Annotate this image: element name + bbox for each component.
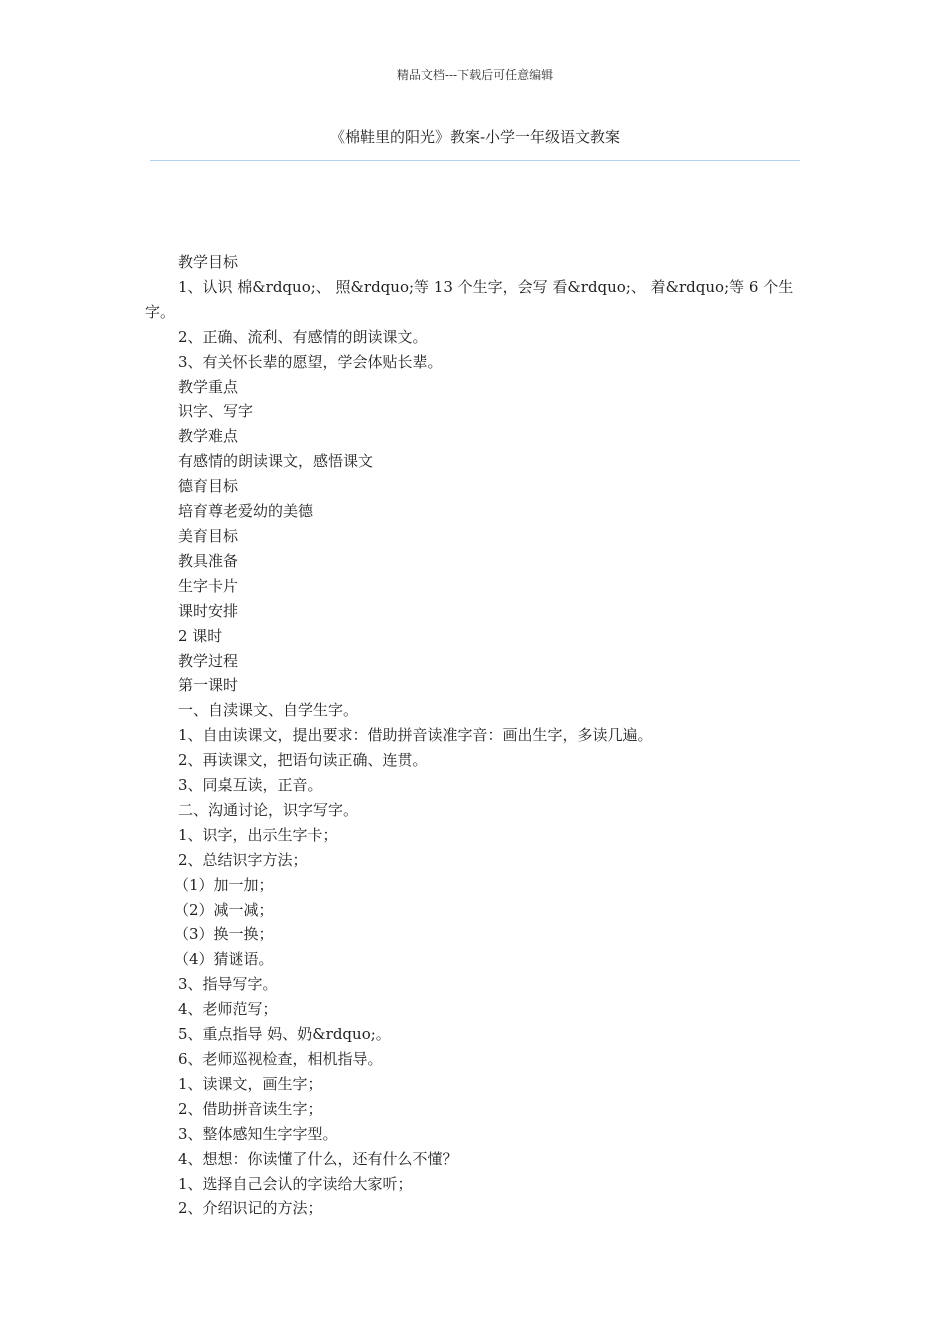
paragraph: 1、读课文，画生字； [178,1074,323,1093]
section-heading: 美育目标 [178,526,239,545]
paragraph: 2、正确、流利、有感情的朗读课文。 [178,327,428,346]
paragraph: 4、想想：你读懂了什么，还有什么不懂？ [178,1149,458,1168]
section-heading: 教学重点 [178,377,239,396]
paragraph: 2、介绍识记的方法； [178,1199,323,1218]
paragraph: 5、重点指导 妈、奶&rdquo;。 [178,1025,391,1044]
paragraph: 6、老师巡视检查，相机指导。 [178,1050,383,1068]
paragraph: （3）换一换； [174,925,274,944]
paragraph: 1、自由读课文，提出要求：借助拼音读准字音：画出生字，多读几遍。 [178,726,653,745]
paragraph: 识字、写字 [178,402,254,421]
section-heading: 德育目标 [178,477,239,496]
paragraph: 1、识字，出示生字卡； [178,825,338,844]
paragraph: 3、整体感知生字字型。 [178,1124,338,1143]
paragraph: 二、沟通讨论，识字写字。 [178,800,359,819]
section-heading: 教学过程 [178,651,239,670]
paragraph: 有感情的朗读课文，感悟课文 [178,452,374,471]
paragraph: 生字卡片 [178,576,239,595]
paragraph: 2 课时 [178,626,223,645]
paragraph: 一、自渎课文、自学生字。 [178,701,359,720]
paragraph: 4、老师范写； [178,1000,278,1019]
header-note: 精品文档---下载后可任意编辑 [396,68,554,82]
paragraph: 3、同桌互读，正音。 [178,776,323,795]
section-heading: 课时安排 [178,601,239,620]
document-body [145,250,810,1221]
section-heading: 教学难点 [178,427,239,446]
paragraph: 2、再读课文，把语句读正确、连贯。 [178,751,428,770]
paragraph: 1、选择自己会认的字读给大家听； [178,1174,413,1193]
paragraph: 2、总结识字方法； [178,850,308,869]
paragraph: 培育尊老爱幼的美德 [178,502,314,521]
paragraph: （1）加一加； [174,875,274,894]
paragraph: 2、借助拼音读生字； [178,1099,323,1118]
paragraph: 3、有关怀长辈的愿望，学会体贴长辈。 [178,352,443,371]
section-heading: 教学目标 [178,253,239,271]
section-heading: 第一课时 [178,676,239,695]
paragraph: 3、指导写字。 [178,975,278,994]
paragraph: 1、认识 棉&rdquo;、 照&rdquo;等 13 个生字，会写 看&rdquo;、 着&rdquo;等 6 个生字。 [145,277,794,321]
paragraph: （4）猜谜语。 [174,950,274,969]
paragraph: （2）减一减； [174,900,274,919]
page-title: 《棉鞋里的阳光》教案-小学一年级语文教案 [329,128,621,146]
title-divider: ＿＿＿＿＿＿＿＿＿＿＿＿＿＿＿＿＿＿＿＿＿＿＿＿＿＿＿＿＿＿＿＿＿＿＿＿＿＿＿＿＿＿＿＿＿＿＿＿＿＿ [150,151,800,161]
section-heading: 教具准备 [178,551,239,570]
